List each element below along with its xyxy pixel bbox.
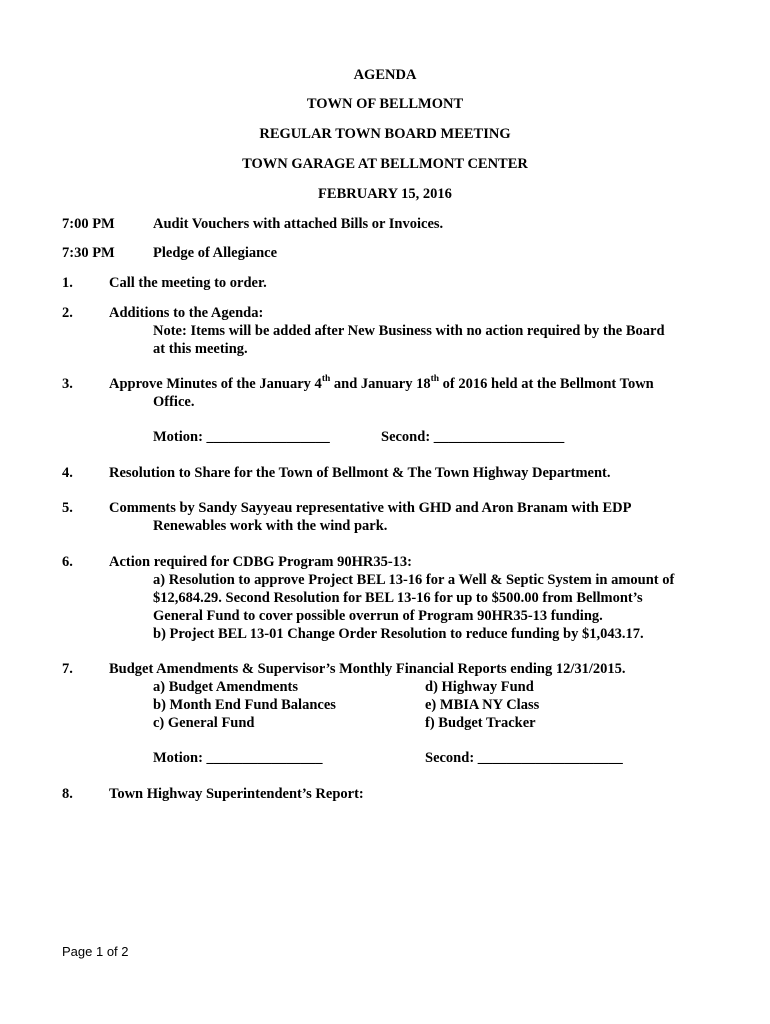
item-number: 4. <box>62 465 73 481</box>
time-label: 7:00 PM <box>62 216 115 232</box>
report-a: a) Budget Amendments <box>153 679 299 695</box>
page-number: Page 1 of 2 <box>62 944 129 959</box>
motion-line: Motion: _________________ <box>153 429 330 445</box>
second-line: Second: __________________ <box>381 429 565 445</box>
report-f: f) Budget Tracker <box>425 715 536 731</box>
report-e: e) MBIA NY Class <box>425 697 540 713</box>
timed-item-text: Pledge of Allegiance <box>153 245 278 261</box>
item-text: Action required for CDBG Program 90HR35-13: <box>109 554 412 570</box>
item-text: Comments by Sandy Sayyeau representative with GHD and Aron Branam with EDP <box>109 500 632 516</box>
item-text-continued: Renewables work with the wind park. <box>153 518 388 534</box>
report-d: d) Highway Fund <box>425 679 534 695</box>
subitem-a: a) Resolution to approve Project BEL 13-16 for a Well & Septic System in amount of <box>153 572 675 588</box>
item-number: 5. <box>62 500 73 516</box>
meeting-location: TOWN GARAGE AT BELLMONT CENTER <box>242 156 528 172</box>
item-text: Budget Amendments & Supervisor’s Monthly Financial Reports ending 12/31/2015. <box>109 661 626 677</box>
item-text: Call the meeting to order. <box>109 275 267 291</box>
subitem-a-continued: $12,684.29. Second Resolution for BEL 13-16 for up to $500.00 from Bellmont’s <box>153 590 643 606</box>
subitem-b: b) Project BEL 13-01 Change Order Resolution to reduce funding by $1,043.17. <box>153 626 644 642</box>
item-number: 2. <box>62 305 73 321</box>
item-number: 8. <box>62 786 73 802</box>
item-note: at this meeting. <box>153 341 248 357</box>
item-text: Approve Minutes of the January 4th and January 18th of 2016 held at the Bellmont Town <box>109 374 654 392</box>
meeting-date: FEBRUARY 15, 2016 <box>318 186 452 202</box>
item-number: 7. <box>62 661 73 677</box>
item-number: 6. <box>62 554 73 570</box>
item-text: Additions to the Agenda: <box>109 305 264 321</box>
meeting-type: REGULAR TOWN BOARD MEETING <box>259 126 511 142</box>
report-b: b) Month End Fund Balances <box>153 697 336 713</box>
item-note: Note: Items will be added after New Business with no action required by the Board <box>153 323 665 339</box>
motion-line: Motion: ________________ <box>153 750 323 766</box>
item-number: 1. <box>62 275 73 291</box>
agenda-title: AGENDA <box>353 67 417 83</box>
time-label: 7:30 PM <box>62 245 115 261</box>
item-text-continued: Office. <box>153 394 195 410</box>
town-name: TOWN OF BELLMONT <box>306 96 464 112</box>
item-number: 3. <box>62 376 73 392</box>
item-text: Resolution to Share for the Town of Bellmont & The Town Highway Department. <box>109 465 611 481</box>
timed-item-text: Audit Vouchers with attached Bills or Invoices. <box>153 216 444 232</box>
report-c: c) General Fund <box>153 715 255 731</box>
second-line: Second: ____________________ <box>425 750 623 766</box>
item-text: Town Highway Superintendent’s Report: <box>109 786 364 802</box>
subitem-a-continued: General Fund to cover possible overrun of Program 90HR35-13 funding. <box>153 608 603 624</box>
